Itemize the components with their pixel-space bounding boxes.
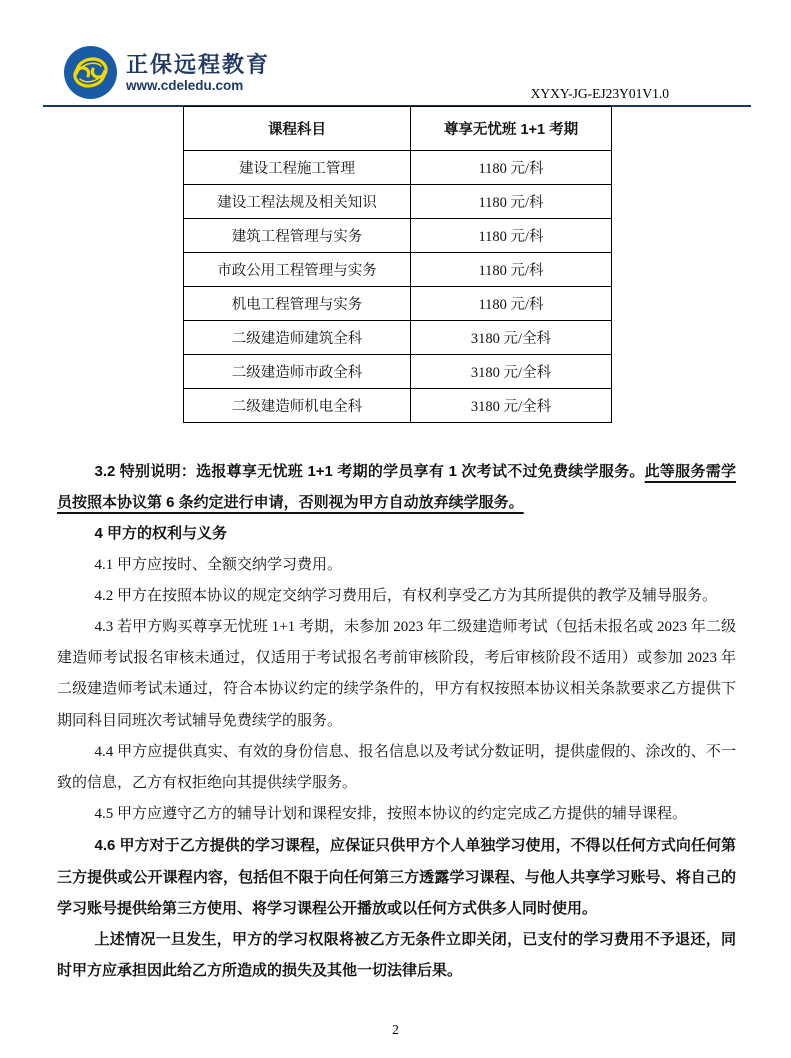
clause-3-2 [57, 456, 736, 518]
course-subject-cell: 机电工程管理与实务 [184, 287, 411, 321]
table-header-row [184, 107, 612, 151]
price-cell: 3180 元/全科 [411, 389, 612, 423]
table-row [184, 219, 612, 253]
table-row [184, 151, 612, 185]
column-header-price-plan: 尊享无忧班 1+1 考期 [411, 107, 612, 151]
brand-url: www.cdeledu.com [126, 77, 244, 93]
table-row [184, 253, 612, 287]
table-row [184, 355, 612, 389]
page-number: 2 [392, 1022, 399, 1037]
document-version-code: XYXY-JG-EJ23Y01V1.0 [530, 86, 669, 101]
course-subject-cell: 二级建造师机电全科 [184, 389, 411, 423]
clause-4-2: 4.2 甲方在按照本协议的规定交纳学习费用后，有权利享受乙方为其所提供的教学及辅导服务。 [94, 587, 718, 604]
price-table-body [184, 151, 612, 423]
price-cell: 1180 元/科 [411, 151, 612, 185]
table-row [184, 321, 612, 355]
brand-logo-group [64, 46, 270, 99]
cdel-swirl-logo-icon [64, 46, 117, 99]
clause-4-1: 4.1 甲方应按时、全额交纳学习费用。 [94, 556, 343, 573]
table-row [184, 389, 612, 423]
brand-name: 正保远程教育 [126, 51, 271, 77]
price-cell: 1180 元/科 [411, 185, 612, 219]
price-cell: 1180 元/科 [411, 287, 612, 321]
table-row [184, 287, 612, 321]
clause-4-5: 4.5 甲方应遵守乙方的辅导计划和课程安排，按照本协议的约定完成乙方提供的辅导课程。 [94, 806, 688, 823]
column-header-course-subject: 课程科目 [184, 107, 411, 151]
course-price-table [183, 106, 612, 423]
table-row [184, 185, 612, 219]
clause-3-2-text: 3.2 特别说明：选报尊享无忧班 1+1 考期的学员享有 1 次考试不过免费续学服务。 [94, 463, 645, 480]
clause-4-6-consequence: 上述情况一旦发生，甲方的学习权限将被乙方无条件立即关闭，已支付的学习费用不予退还，同时甲方应承担因此给乙方所造成的损失及其他一切法律后果。 [57, 931, 736, 980]
clause-3-2-underlined-text: 此等服务需学员按照本协议第 6 条约定进行申请，否则视为甲方自动放弃续学服务。 [57, 463, 736, 512]
brand-text [126, 52, 270, 94]
course-subject-cell: 二级建造师市政全科 [184, 355, 411, 389]
price-cell: 3180 元/全科 [411, 355, 612, 389]
clause-4-3: 4.3 若甲方购买尊享无忧班 1+1 考期，未参加 2023 年二级建造师考试（包括未报名或 2023 年二级建造师考试报名审核未通过，仅适用于考试报名考前审核阶段，考后审核阶段不适用）或参加 2023 年二级建造师考试未通过，符合本协议约定的续学条件的，甲方有权按照本协议相关条款要求乙方提供下期同科目同班次考试辅导免费续学的服务。 [57, 619, 736, 729]
section-4-heading: 4 甲方的权利与义务 [94, 525, 228, 543]
course-subject-cell: 二级建造师建筑全科 [184, 321, 411, 355]
course-subject-cell: 建设工程施工管理 [184, 151, 411, 185]
contract-body [57, 456, 736, 986]
course-subject-cell: 建设工程法规及相关知识 [184, 185, 411, 219]
price-cell: 1180 元/科 [411, 219, 612, 253]
clause-4-4: 4.4 甲方应提供真实、有效的身份信息、报名信息以及考试分数证明，提供虚假的、涂改的、不一致的信息，乙方有权拒绝向其提供续学服务。 [57, 743, 736, 792]
clause-4-6: 4.6 甲方对于乙方提供的学习课程，应保证只供甲方个人单独学习使用，不得以任何方式向任何第三方提供或公开课程内容，包括但不限于向任何第三方透露学习课程、与他人共享学习账号、将自己的学习账号提供给第三方使用、将学习课程公开播放或以任何方式供多人同时使用。 [57, 837, 736, 917]
course-subject-cell: 建筑工程管理与实务 [184, 219, 411, 253]
course-subject-cell: 市政公用工程管理与实务 [184, 253, 411, 287]
price-cell: 3180 元/全科 [411, 321, 612, 355]
price-cell: 1180 元/科 [411, 253, 612, 287]
